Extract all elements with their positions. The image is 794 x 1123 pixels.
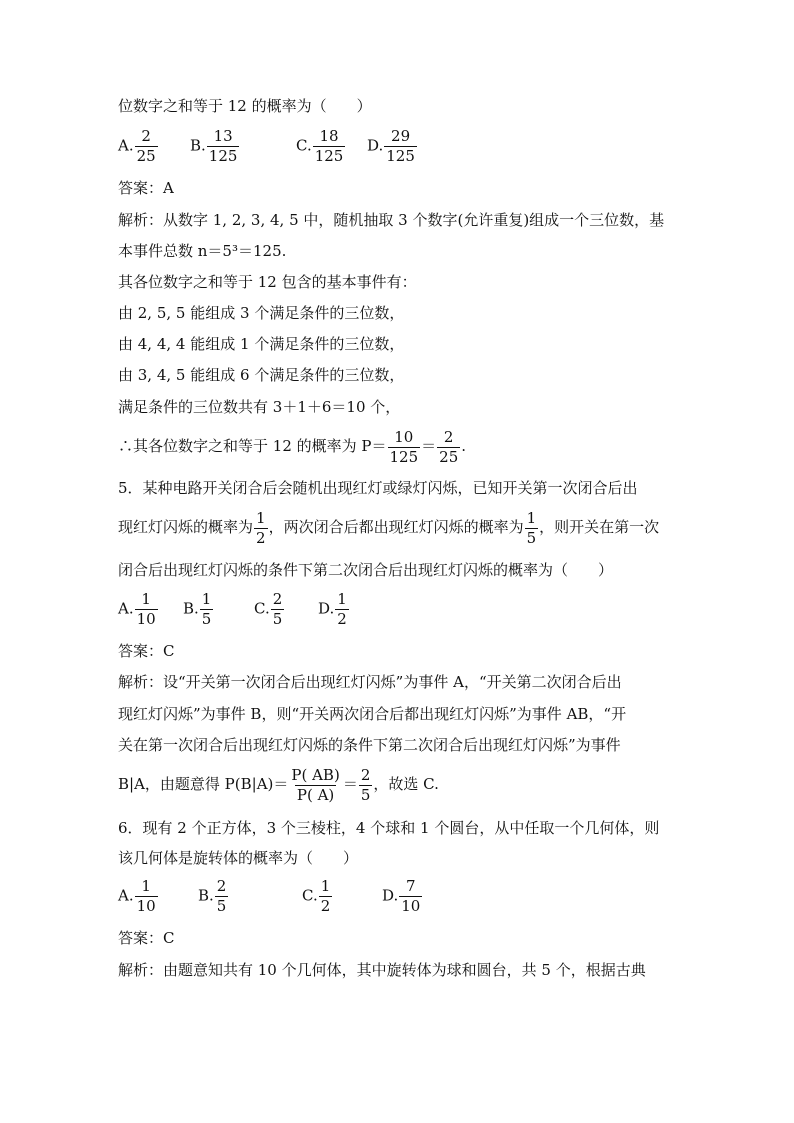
q4-option-d: D. $\frac{29}{125}$: [367, 127, 415, 165]
q4-option-a: A. $\frac{2}{25}$: [118, 127, 156, 165]
q5-stem-line-2: 现红灯闪烁的概率为 $\frac{1}{2}$ ，两次闭合后都出现红灯闪烁的概率为 $\frac{1}{5}$ ，则开关在第一次: [118, 508, 660, 547]
q5-option-b: B. $\frac{1}{5}$: [183, 590, 212, 628]
q4-analysis-line-4: 由 2, 5, 5 能组成 3 个满足条件的三位数，: [118, 304, 405, 322]
q6-option-a: A. $\frac{1}{10}$: [118, 877, 156, 915]
q4-conclusion: ∴其各位数字之和等于 12 的概率为 P＝ $\frac{10}{125}$ ＝ $\frac{2}{25}$ .: [118, 427, 467, 466]
q5-option-a: A. $\frac{1}{10}$: [118, 590, 156, 628]
q4-answer: 答案：A: [118, 179, 174, 197]
q6-stem-line-2: 该几何体是旋转体的概率为（ ）: [118, 849, 359, 867]
q4-analysis-line-3: 其各位数字之和等于 12 包含的基本事件有：: [118, 273, 417, 291]
q5-stem-line-1: 5．某种电路开关闭合后会随机出现红灯或绿灯闪烁，已知开关第一次闭合后出: [118, 479, 638, 497]
q4-analysis-line-7: 满足条件的三位数共有 3＋1＋6＝10 个，: [118, 398, 401, 416]
q4-analysis-line-6: 由 3, 4, 5 能组成 6 个满足条件的三位数，: [118, 366, 405, 384]
q5-stem-line-3: 闭合后出现红灯闪烁的条件下第二次闭合后出现红灯闪烁的概率为（ ）: [118, 561, 614, 579]
q5-answer: 答案：C: [118, 642, 175, 660]
q5-analysis-line-2: 现红灯闪烁”为事件 B，则“开关两次闭合后都出现红灯闪烁”为事件 AB，“开: [118, 705, 627, 723]
q6-stem-line-1: 6．现有 2 个正方体，3 个三棱柱，4 个球和 1 个圆台，从中任取一个几何体，则: [118, 819, 660, 837]
q6-answer: 答案：C: [118, 929, 175, 947]
q4-analysis-line-2: 本事件总数 n＝5³＝125.: [118, 242, 287, 260]
q4-option-c: C. $\frac{18}{125}$: [296, 127, 344, 165]
q5-analysis-line-4: B|A，由题意得 P(B|A)＝ $\frac{P( AB)}{P( A)}$ ＝ $\frac{2}{5}$ ，故选 C.: [118, 765, 439, 804]
q5-analysis-line-3: 关在第一次闭合后出现红灯闪烁的条件下第二次闭合后出现红灯闪烁”为事件: [118, 736, 621, 754]
q4-analysis-line-5: 由 4, 4, 4 能组成 1 个满足条件的三位数，: [118, 335, 405, 353]
q4-analysis-line-1: 解析：从数字 1, 2, 3, 4, 5 中，随机抽取 3 个数字(允许重复)组成一个三位数，基: [118, 211, 665, 229]
q6-option-d: D. $\frac{7}{10}$: [382, 877, 421, 915]
q6-option-b: B. $\frac{2}{5}$: [198, 877, 227, 915]
q5-option-c: C. $\frac{2}{5}$: [254, 590, 283, 628]
q6-option-c: C. $\frac{1}{2}$: [302, 877, 331, 915]
q6-analysis-line-1: 解析：由题意知共有 10 个几何体，其中旋转体为球和圆台，共 5 个，根据古典: [118, 961, 646, 979]
q4-stem-tail: 位数字之和等于 12 的概率为（ ）: [118, 97, 372, 115]
q5-option-d: D. $\frac{1}{2}$: [318, 590, 347, 628]
q4-option-b: B. $\frac{13}{125}$: [190, 127, 238, 165]
q5-analysis-line-1: 解析：设“开关第一次闭合后出现红灯闪烁”为事件 A，“开关第二次闭合后出: [118, 673, 622, 691]
